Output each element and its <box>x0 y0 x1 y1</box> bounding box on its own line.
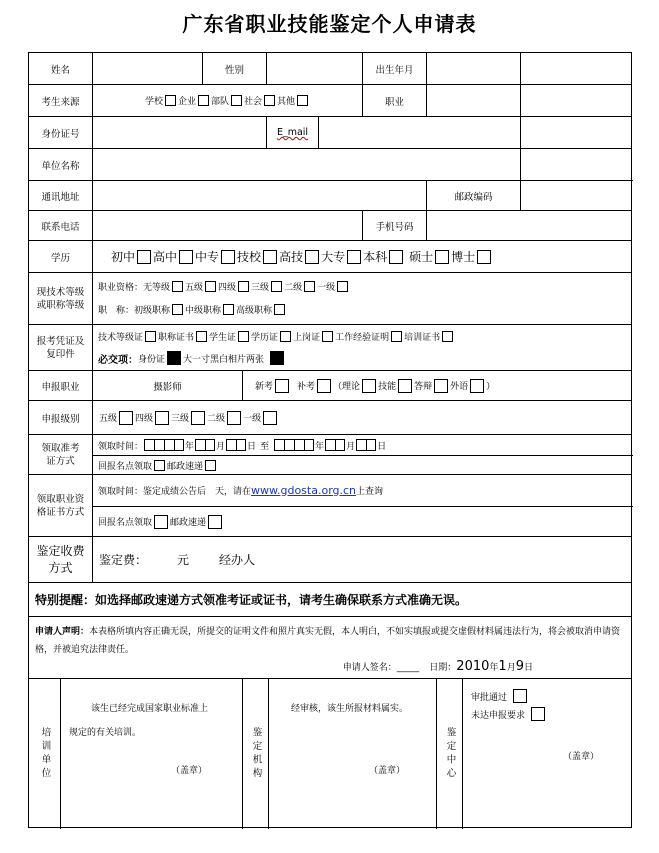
edu-bachelor-checkbox[interactable] <box>389 250 403 264</box>
documents-label: 报考凭证及复印件 <box>29 325 93 370</box>
phone-field[interactable] <box>93 211 363 240</box>
reject-label: 未达申报要求 <box>471 710 526 721</box>
paren-open: （ <box>333 382 343 392</box>
source-options <box>93 85 363 116</box>
qual-l5-label: 五级 <box>185 282 204 293</box>
exam-type-options <box>243 371 633 400</box>
source-school-checkbox[interactable] <box>165 95 176 106</box>
exam-new-label: 新考 <box>255 382 274 392</box>
exam-retake-label: 补考 <box>297 382 316 392</box>
fee-content <box>93 537 633 582</box>
row-fee <box>29 537 631 583</box>
company-field[interactable] <box>93 149 521 180</box>
application-form <box>28 52 632 828</box>
fee-unit: 元 <box>177 553 190 567</box>
admit-pickup-label: 回报名点领取 <box>98 461 153 472</box>
doc-training-label: 培训证书 <box>404 332 441 343</box>
gender-field[interactable] <box>267 53 363 84</box>
edu-junior-label: 初中 <box>111 250 136 264</box>
address-label: 通讯地址 <box>29 181 93 210</box>
cert-time-text: 领取时间：鉴定成绩公告后 天，请在 <box>98 486 252 497</box>
date-year[interactable]: 2010 <box>456 659 490 674</box>
agent-label: 经办人 <box>219 553 256 567</box>
row-qualification <box>29 273 631 325</box>
phone-label: 联系电话 <box>29 211 93 240</box>
qual-l3-label: 三级 <box>251 282 270 293</box>
row-address <box>29 181 631 211</box>
name-label: 姓名 <box>29 53 93 84</box>
row-phone <box>29 211 631 241</box>
doc-diploma-label: 学历证 <box>251 332 279 343</box>
source-label: 考生来源 <box>29 85 93 116</box>
edu-senior-checkbox[interactable] <box>179 250 193 264</box>
edu-advtech-label: 高技 <box>279 250 304 264</box>
apply-job-value[interactable]: 摄影师 <box>93 371 243 400</box>
postcode-label: 邮政编码 <box>427 181 521 210</box>
qual-l1-checkbox[interactable] <box>337 281 348 292</box>
doc-titlecert-label: 职称证书 <box>158 332 195 343</box>
declaration-body: 本表格所填内容正确无误，所提交的证明文件和照片真实无假，本人明白，不如实填报或提交虚假材料属违法行为，将会被取消申请资格，并被追究法律责任。 <box>35 627 621 655</box>
date-month[interactable]: 1 <box>498 659 507 674</box>
date-day[interactable]: 9 <box>515 659 524 674</box>
center-label: 鉴定中心 <box>444 727 456 781</box>
cert-express-label: 邮政速递 <box>170 518 207 528</box>
admit-start-year[interactable] <box>144 439 184 451</box>
exam-retake-checkbox[interactable] <box>317 379 331 393</box>
level-5-checkbox[interactable] <box>119 411 133 425</box>
admit-end-year[interactable] <box>274 439 314 451</box>
mobile-field[interactable] <box>427 211 633 240</box>
retake-theory-checkbox[interactable] <box>362 379 376 393</box>
gdosta-link[interactable]: www.gdosta.org.cn <box>251 483 357 497</box>
center-label-cell <box>437 679 463 829</box>
fee-method-label: 鉴定收费方式 <box>29 537 93 582</box>
level-2-checkbox[interactable] <box>227 411 241 425</box>
source-other-checkbox[interactable] <box>297 95 308 106</box>
org-text: 经审核，该生所报材料属实。 <box>291 704 409 714</box>
row-documents <box>29 325 631 371</box>
date-label: 日期： <box>429 663 457 673</box>
title-senior-checkbox[interactable] <box>274 304 285 315</box>
approve-label: 审批通过 <box>471 692 508 703</box>
edu-technical-label: 技校 <box>237 250 262 264</box>
apply-job-label: 申报职业 <box>29 371 93 400</box>
job-field[interactable] <box>427 85 521 116</box>
level-1-checkbox[interactable] <box>263 411 277 425</box>
org-cell <box>269 679 437 829</box>
edu-master-label: 硕士 <box>409 250 434 264</box>
row-notice <box>29 583 631 617</box>
edu-bachelor-label: 本科 <box>363 250 388 264</box>
paren-close: ） <box>486 382 496 392</box>
doc-workproof-checkbox[interactable] <box>391 331 402 342</box>
org-label-cell <box>243 679 269 829</box>
reject-row <box>471 707 547 721</box>
declaration-text <box>35 623 627 659</box>
qual-none-checkbox[interactable] <box>172 281 183 292</box>
doc-training-checkbox[interactable] <box>442 331 453 342</box>
special-notice: 特别提醒：如选择邮政速递方式领准考证或证书，请考生确保联系方式准确无误。 <box>35 593 468 607</box>
address-field[interactable] <box>93 181 427 210</box>
training-seal: （盖章） <box>171 766 208 776</box>
company-label: 单位名称 <box>29 149 93 180</box>
edu-junior-checkbox[interactable] <box>137 250 151 264</box>
edu-doctor-checkbox[interactable] <box>477 250 491 264</box>
cert-express-checkbox[interactable] <box>208 515 222 529</box>
fee-label: 鉴定费： <box>99 553 148 567</box>
admit-express-checkbox[interactable] <box>205 460 216 471</box>
edu-secondary-checkbox[interactable] <box>221 250 235 264</box>
center-cell <box>463 679 633 829</box>
cert-pickup-label: 回报名点领取 <box>98 518 153 528</box>
education-label: 学历 <box>29 241 93 272</box>
doc-idcard-label: 身份证 <box>138 354 166 365</box>
retake-theory-label: 理论 <box>342 382 361 392</box>
email-label: E_mail <box>267 117 319 148</box>
training-unit-cell <box>61 679 243 829</box>
admit-options: 领取时间： 年 月 日 至 年 月 日 回报名点领取 邮政速递 <box>93 435 633 474</box>
admit-time-label: 领取时间： <box>98 441 144 452</box>
declaration-head: 申请人声明： <box>35 627 90 637</box>
birth-label: 出生年月 <box>363 53 427 84</box>
admit-express-label: 邮政速递 <box>167 461 204 472</box>
approve-row <box>471 689 529 703</box>
cert-time-suffix: 上查询 <box>356 486 384 497</box>
edu-secondary-label: 中专 <box>195 250 220 264</box>
source-army-checkbox[interactable] <box>231 95 242 106</box>
photo-area <box>521 53 633 181</box>
edu-master-checkbox[interactable] <box>435 250 449 264</box>
source-army-label: 部队 <box>210 97 229 107</box>
edu-advtech-checkbox[interactable] <box>305 250 319 264</box>
level-label: 申报级别 <box>29 401 93 434</box>
doc-techcert-label: 技术等级证 <box>98 332 144 343</box>
id-field[interactable] <box>93 117 267 148</box>
doc-studentcard-checkbox[interactable] <box>238 331 249 342</box>
row-admit-card <box>29 435 631 475</box>
reject-checkbox[interactable] <box>531 707 545 721</box>
source-school-label: 学校 <box>144 97 163 107</box>
retake-defense-checkbox[interactable] <box>434 379 448 393</box>
doc-diploma-checkbox[interactable] <box>280 331 291 342</box>
mobile-label: 手机号码 <box>363 211 427 240</box>
documents-options <box>93 325 633 370</box>
job-label: 职业 <box>363 85 427 116</box>
training-text-line1: 该生已经完成国家职业标准上 <box>91 704 209 714</box>
postcode-field[interactable] <box>521 181 633 210</box>
qual-l3-checkbox[interactable] <box>271 281 282 292</box>
page-title: 广东省职业技能鉴定个人申请表 <box>182 12 477 36</box>
source-society-label: 社会 <box>244 97 263 107</box>
doc-studentcard-label: 学生证 <box>209 332 237 343</box>
qualification-options <box>93 273 633 324</box>
retake-language-label: 外语 <box>450 382 469 392</box>
row-certificate <box>29 475 631 537</box>
level-1-label: 一级 <box>243 414 262 424</box>
training-unit-label-cell <box>29 679 61 829</box>
row-level <box>29 401 631 435</box>
doc-photo-checkbox[interactable] <box>270 351 284 365</box>
org-label: 鉴定机构 <box>250 727 262 781</box>
center-seal: （盖章） <box>563 752 600 762</box>
signature-line: 申请人签名： _____ 日期： 2010 年 1 月 9 日 <box>342 659 533 674</box>
title-senior-label: 高级职称 <box>236 305 273 316</box>
row-declaration <box>29 617 631 679</box>
doc-jobcert-label: 上岗证 <box>293 332 321 343</box>
source-other-label: 其他 <box>277 97 296 107</box>
doc-jobcert-checkbox[interactable] <box>322 331 333 342</box>
exam-new-checkbox[interactable] <box>275 379 289 393</box>
edu-college-checkbox[interactable] <box>347 250 361 264</box>
training-text-line2: 规定的有关培训。 <box>69 728 142 738</box>
title-mid-label: 中级职称 <box>185 305 222 316</box>
qual-l2-label: 二级 <box>284 282 303 293</box>
retake-language-checkbox[interactable] <box>470 379 484 393</box>
doc-titlecert-checkbox[interactable] <box>196 331 207 342</box>
edu-technical-checkbox[interactable] <box>263 250 277 264</box>
row-apply-job <box>29 371 631 401</box>
level-2-label: 二级 <box>207 414 226 424</box>
training-unit-label: 培训单位 <box>39 727 51 781</box>
level-5-label: 五级 <box>99 414 118 424</box>
title-mid-checkbox[interactable] <box>223 304 234 315</box>
gender-label: 性别 <box>203 53 267 84</box>
admit-start-month[interactable] <box>195 439 215 451</box>
qual-l2-checkbox[interactable] <box>304 281 315 292</box>
level-3-label: 三级 <box>171 414 190 424</box>
level-4-label: 四级 <box>135 414 154 424</box>
doc-techcert-checkbox[interactable] <box>145 331 156 342</box>
org-seal: （盖章） <box>369 766 406 776</box>
source-company-checkbox[interactable] <box>198 95 209 106</box>
admit-end-month[interactable] <box>325 439 345 451</box>
level-4-checkbox[interactable] <box>155 411 169 425</box>
cert-pickup-checkbox[interactable] <box>154 515 168 529</box>
doc-photo-label: 大一寸黑白相片两张 <box>183 354 265 365</box>
cert-label: 领取职业资格证书方式 <box>29 475 93 536</box>
signer-label: 申请人签名： <box>342 663 397 673</box>
row-approval <box>29 679 631 829</box>
admit-start-day[interactable] <box>226 439 246 451</box>
cert-options <box>93 475 633 536</box>
doc-idcard-checkbox[interactable] <box>167 351 181 365</box>
admit-pickup-checkbox[interactable] <box>154 460 165 471</box>
edu-senior-label: 高中 <box>153 250 178 264</box>
qual-l1-label: 一级 <box>317 282 336 293</box>
qual-none-label: 职业资格：无等级 <box>98 282 171 293</box>
retake-skill-checkbox[interactable] <box>398 379 412 393</box>
level-options <box>93 401 633 434</box>
admit-end-day[interactable] <box>356 439 376 451</box>
id-label: 身份证号 <box>29 117 93 148</box>
education-options <box>93 241 633 272</box>
birth-field[interactable] <box>427 53 521 84</box>
qualification-label: 现技术等级或职称等级 <box>29 273 93 324</box>
source-society-checkbox[interactable] <box>264 95 275 106</box>
title-junior-checkbox[interactable] <box>172 304 183 315</box>
edu-college-label: 大专 <box>321 250 346 264</box>
retake-defense-label: 答辩 <box>414 382 433 392</box>
edu-doctor-label: 博士 <box>451 250 476 264</box>
signer-field[interactable]: _____ <box>396 663 420 673</box>
qual-l4-label: 四级 <box>218 282 237 293</box>
approve-checkbox[interactable] <box>513 689 527 703</box>
name-field[interactable] <box>93 53 203 84</box>
required-items-label: 必交项： <box>98 354 138 366</box>
row-education <box>29 241 631 273</box>
admit-label: 领取准考证方式 <box>29 435 93 474</box>
retake-skill-label: 技能 <box>378 382 397 392</box>
qual-l5-checkbox[interactable] <box>205 281 216 292</box>
source-company-label: 企业 <box>177 97 196 107</box>
title-junior-label: 职 称：初级职称 <box>98 305 171 316</box>
qual-l4-checkbox[interactable] <box>238 281 249 292</box>
level-3-checkbox[interactable] <box>191 411 205 425</box>
doc-workproof-label: 工作经验证明 <box>335 332 390 343</box>
email-field[interactable] <box>319 117 521 148</box>
